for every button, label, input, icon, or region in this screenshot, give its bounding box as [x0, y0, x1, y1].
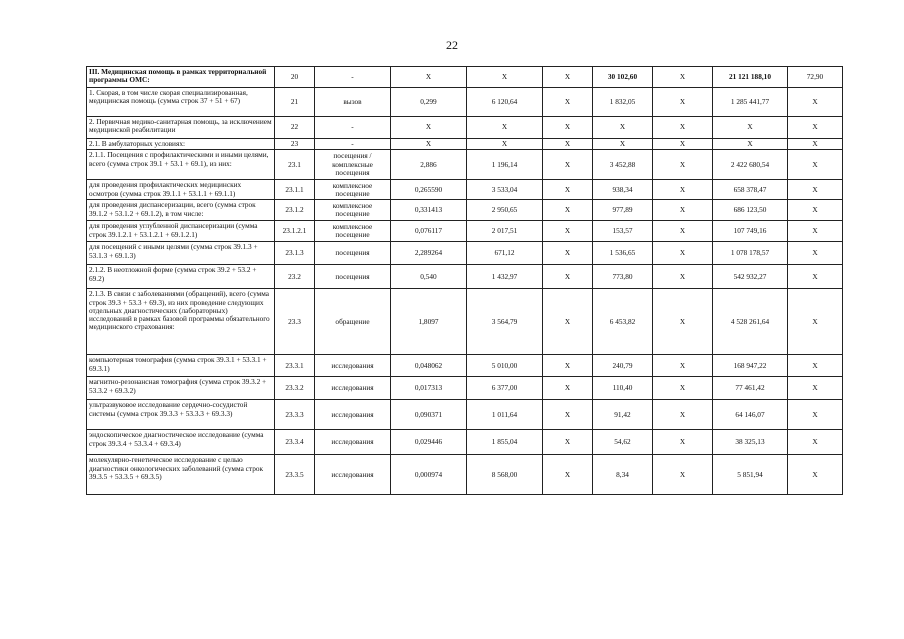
budget-total: X [653, 265, 713, 289]
volume-per-person: X [391, 67, 467, 88]
budget-per-capita: X [543, 242, 593, 265]
budget-total: X [653, 355, 713, 377]
row-code: 23.3.5 [275, 455, 315, 495]
table-row [87, 242, 843, 265]
volume-per-person: 2,289264 [391, 242, 467, 265]
cost-per-unit: 3 533,04 [467, 180, 543, 200]
cost-per-unit: X [467, 117, 543, 139]
budget-total: X [653, 289, 713, 355]
table-row [87, 200, 843, 221]
unit-of-measure: обращение [315, 289, 391, 355]
cost-per-unit: 671,12 [467, 242, 543, 265]
cost-per-unit: 1 855,04 [467, 430, 543, 455]
budget-per-capita: X [543, 139, 593, 150]
budget-total: X [653, 242, 713, 265]
share-percent: X [788, 400, 843, 430]
unit-of-measure: - [315, 117, 391, 139]
row-description: 2. Первичная медико-санитарная помощь, за исключением медицинской реабилитации [87, 117, 275, 139]
budget-per-capita: X [543, 355, 593, 377]
row-description: компьютерная томография (сумма строк 39.3.1 + 53.3.1 + 69.3.1) [87, 355, 275, 377]
budget-total: X [653, 88, 713, 117]
share-percent: X [788, 455, 843, 495]
share-percent: X [788, 200, 843, 221]
row-code: 23.1 [275, 150, 315, 180]
oms-per-capita: X [593, 117, 653, 139]
budget-total: X [653, 180, 713, 200]
row-code: 23 [275, 139, 315, 150]
share-percent: X [788, 430, 843, 455]
volume-per-person: 0,299 [391, 88, 467, 117]
cost-per-unit: 3 564,79 [467, 289, 543, 355]
budget-total: X [653, 377, 713, 400]
row-code: 23.1.1 [275, 180, 315, 200]
oms-per-capita: 773,80 [593, 265, 653, 289]
unit-of-measure: - [315, 139, 391, 150]
unit-of-measure: исследования [315, 377, 391, 400]
cost-per-unit: 6 120,64 [467, 88, 543, 117]
row-code: 23.3.3 [275, 400, 315, 430]
budget-per-capita: X [543, 377, 593, 400]
table-row [87, 289, 843, 355]
oms-total: 168 947,22 [713, 355, 788, 377]
row-description: для проведения профилактических медицинских осмотров (сумма строк 39.1.1 + 53.1.1 + 69.1.1) [87, 180, 275, 200]
oms-total: 107 749,16 [713, 221, 788, 242]
row-description: 2.1.3. В связи с заболеваниями (обращений), всего (сумма строк 39.3 + 53.3 + 69.3), из них проведение следующих отдельных диагностических (лабораторных) исследований в рамках базовой программы обязательного медицинского страхования: [87, 289, 275, 355]
unit-of-measure: комплексное посещение [315, 180, 391, 200]
oms-per-capita: 1 536,65 [593, 242, 653, 265]
share-percent: X [788, 377, 843, 400]
volume-per-person: 0,017313 [391, 377, 467, 400]
oms-total: 64 146,07 [713, 400, 788, 430]
budget-per-capita: X [543, 289, 593, 355]
row-description: 2.1. В амбулаторных условиях: [87, 139, 275, 150]
table-row [87, 455, 843, 495]
cost-per-unit: 8 568,00 [467, 455, 543, 495]
row-code: 23.3.4 [275, 430, 315, 455]
oms-total: X [713, 139, 788, 150]
financing-table [86, 66, 843, 495]
budget-per-capita: X [543, 455, 593, 495]
table-row [87, 265, 843, 289]
row-code: 22 [275, 117, 315, 139]
budget-total: X [653, 400, 713, 430]
oms-total: 2 422 680,54 [713, 150, 788, 180]
budget-per-capita: X [543, 67, 593, 88]
row-code: 21 [275, 88, 315, 117]
budget-per-capita: X [543, 180, 593, 200]
cost-per-unit: 1 011,64 [467, 400, 543, 430]
row-code: 20 [275, 67, 315, 88]
volume-per-person: 1,8097 [391, 289, 467, 355]
oms-total: 542 932,27 [713, 265, 788, 289]
row-code: 23.3.2 [275, 377, 315, 400]
cost-per-unit: 6 377,00 [467, 377, 543, 400]
budget-total: X [653, 67, 713, 88]
volume-per-person: 0,029446 [391, 430, 467, 455]
budget-per-capita: X [543, 200, 593, 221]
unit-of-measure: посещения [315, 242, 391, 265]
table-row [87, 117, 843, 139]
oms-per-capita: 8,34 [593, 455, 653, 495]
cost-per-unit: X [467, 139, 543, 150]
budget-total: X [653, 139, 713, 150]
oms-total: 686 123,50 [713, 200, 788, 221]
share-percent: X [788, 139, 843, 150]
volume-per-person: X [391, 117, 467, 139]
share-percent: 72,90 [788, 67, 843, 88]
budget-per-capita: X [543, 430, 593, 455]
unit-of-measure: - [315, 67, 391, 88]
volume-per-person: 0,000974 [391, 455, 467, 495]
oms-total: 1 285 441,77 [713, 88, 788, 117]
table-row [87, 139, 843, 150]
cost-per-unit: 2 950,65 [467, 200, 543, 221]
oms-total: 4 528 261,64 [713, 289, 788, 355]
budget-per-capita: X [543, 150, 593, 180]
page-number: 22 [446, 38, 458, 52]
table-row [87, 150, 843, 180]
oms-total: 1 078 178,57 [713, 242, 788, 265]
volume-per-person: 0,540 [391, 265, 467, 289]
unit-of-measure: исследования [315, 400, 391, 430]
row-code: 23.1.3 [275, 242, 315, 265]
row-code: 23.1.2 [275, 200, 315, 221]
row-description: магнитно-резонансная томография (сумма строк 39.3.2 + 53.3.2 + 69.3.2) [87, 377, 275, 400]
row-description: для проведения углубленной диспансеризации (сумма строк 39.1.2.1 + 53.1.2.1 + 69.1.2.1) [87, 221, 275, 242]
table-row [87, 430, 843, 455]
volume-per-person: 0,090371 [391, 400, 467, 430]
oms-per-capita: 153,57 [593, 221, 653, 242]
row-description: молекулярно-генетическое исследование с целью диагностики онкологических заболеваний (сумма строк 39.3.5 + 53.3.5 + 69.3.5) [87, 455, 275, 495]
cost-per-unit: 1 432,97 [467, 265, 543, 289]
cost-per-unit: 1 196,14 [467, 150, 543, 180]
budget-total: X [653, 221, 713, 242]
table-row [87, 88, 843, 117]
row-description: для посещений с иными целями (сумма строк 39.1.3 + 53.1.3 + 69.1.3) [87, 242, 275, 265]
volume-per-person: 0,331413 [391, 200, 467, 221]
table-row [87, 400, 843, 430]
oms-total: X [713, 117, 788, 139]
oms-per-capita: 110,40 [593, 377, 653, 400]
oms-per-capita: 240,79 [593, 355, 653, 377]
row-description: 1. Скорая, в том числе скорая специализированная, медицинская помощь (сумма строк 37 + 51 + 67) [87, 88, 275, 117]
unit-of-measure: исследования [315, 455, 391, 495]
table-row [87, 180, 843, 200]
row-code: 23.2 [275, 265, 315, 289]
table-row [87, 355, 843, 377]
unit-of-measure: вызов [315, 88, 391, 117]
row-description: 2.1.2. В неотложной форме (сумма строк 39.2 + 53.2 + 69.2) [87, 265, 275, 289]
cost-per-unit: 2 017,51 [467, 221, 543, 242]
oms-per-capita: 91,42 [593, 400, 653, 430]
volume-per-person: 0,076117 [391, 221, 467, 242]
oms-total: 38 325,13 [713, 430, 788, 455]
volume-per-person: 0,265590 [391, 180, 467, 200]
oms-per-capita: 938,34 [593, 180, 653, 200]
oms-total: 21 121 188,10 [713, 67, 788, 88]
oms-per-capita: 3 452,88 [593, 150, 653, 180]
budget-total: X [653, 455, 713, 495]
row-description: эндоскопическое диагностическое исследование (сумма строк 39.3.4 + 53.3.4 + 69.3.4) [87, 430, 275, 455]
table-row [87, 377, 843, 400]
volume-per-person: 0,048062 [391, 355, 467, 377]
budget-total: X [653, 430, 713, 455]
oms-per-capita: 6 453,82 [593, 289, 653, 355]
share-percent: X [788, 242, 843, 265]
row-description: для проведения диспансеризации, всего (сумма строк 39.1.2 + 53.1.2 + 69.1.2), в том числе: [87, 200, 275, 221]
budget-total: X [653, 117, 713, 139]
unit-of-measure: исследования [315, 355, 391, 377]
table-row [87, 67, 843, 88]
share-percent: X [788, 180, 843, 200]
share-percent: X [788, 150, 843, 180]
share-percent: X [788, 289, 843, 355]
share-percent: X [788, 265, 843, 289]
oms-per-capita: 30 102,60 [593, 67, 653, 88]
share-percent: X [788, 221, 843, 242]
row-description: III. Медицинская помощь в рамках территориальной программы ОМС: [87, 67, 275, 88]
volume-per-person: X [391, 139, 467, 150]
unit-of-measure: комплексное посещение [315, 200, 391, 221]
row-code: 23.3 [275, 289, 315, 355]
oms-per-capita: X [593, 139, 653, 150]
oms-total: 5 851,94 [713, 455, 788, 495]
cost-per-unit: X [467, 67, 543, 88]
table-row [87, 221, 843, 242]
row-description: ультразвуковое исследование сердечно-сосудистой системы (сумма строк 39.3.3 + 53.3.3 + 69.3.3) [87, 400, 275, 430]
oms-total: 77 461,42 [713, 377, 788, 400]
oms-total: 658 378,47 [713, 180, 788, 200]
budget-per-capita: X [543, 117, 593, 139]
unit-of-measure: исследования [315, 430, 391, 455]
row-code: 23.1.2.1 [275, 221, 315, 242]
budget-total: X [653, 200, 713, 221]
cost-per-unit: 5 010,00 [467, 355, 543, 377]
budget-per-capita: X [543, 265, 593, 289]
oms-per-capita: 977,89 [593, 200, 653, 221]
share-percent: X [788, 117, 843, 139]
oms-per-capita: 54,62 [593, 430, 653, 455]
row-description: 2.1.1. Посещения с профилактическими и иными целями, всего (сумма строк 39.1 + 53.1 + 69.1), из них: [87, 150, 275, 180]
share-percent: X [788, 88, 843, 117]
row-code: 23.3.1 [275, 355, 315, 377]
share-percent: X [788, 355, 843, 377]
budget-per-capita: X [543, 88, 593, 117]
volume-per-person: 2,886 [391, 150, 467, 180]
oms-per-capita: 1 832,05 [593, 88, 653, 117]
budget-per-capita: X [543, 221, 593, 242]
unit-of-measure: посещения / комплексные посещения [315, 150, 391, 180]
budget-total: X [653, 150, 713, 180]
unit-of-measure: комплексное посещение [315, 221, 391, 242]
unit-of-measure: посещения [315, 265, 391, 289]
budget-per-capita: X [543, 400, 593, 430]
